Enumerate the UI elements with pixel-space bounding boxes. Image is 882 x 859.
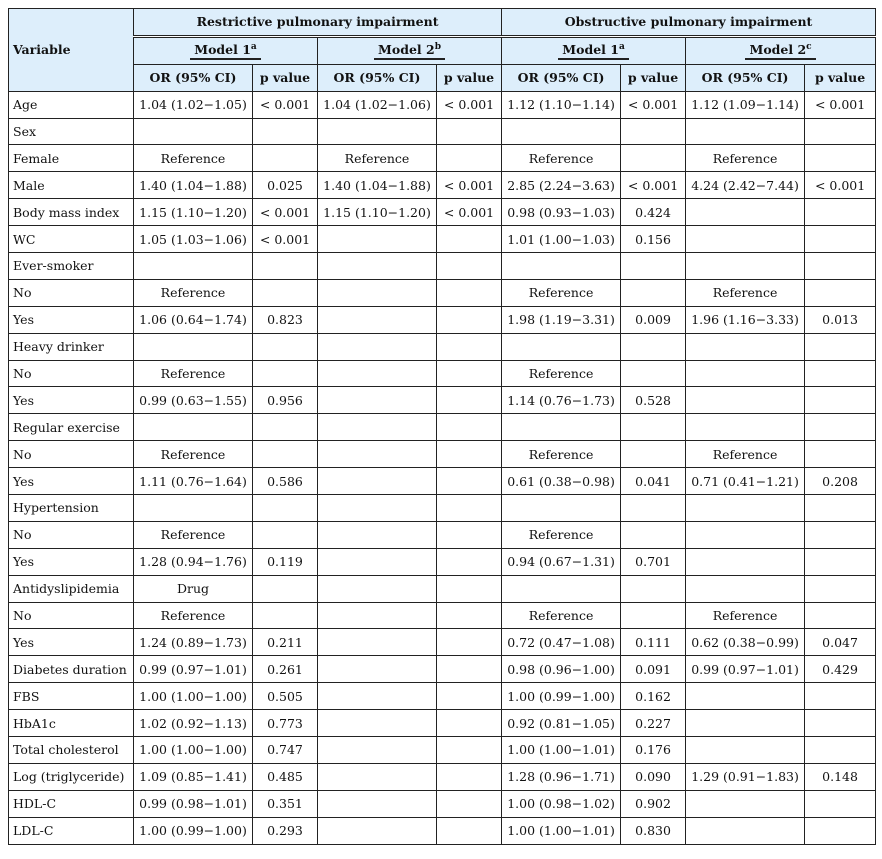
obstructive-model2-or-cell: 1.12 (1.09−1.14) (686, 91, 805, 118)
obstructive-model2-header: Model 2$^c$ (686, 36, 876, 64)
restrictive-model2-p-cell (437, 333, 502, 360)
restrictive-model2-or-cell (318, 226, 437, 253)
obstructive-model1-or-cell: 1.00 (1.00−1.01) (502, 737, 621, 764)
obstructive-model1-or-cell (502, 414, 621, 441)
restrictive-model2-or-cell (318, 306, 437, 333)
obstructive-model2-or-cell (686, 790, 805, 817)
restrictive-model2-p-cell (437, 253, 502, 280)
variable-cell: Total cholesterol (9, 737, 134, 764)
table-row (9, 414, 876, 441)
obstructive-model1-or-cell: 1.00 (0.99−1.00) (502, 683, 621, 710)
restrictive-model2-p-cell (437, 790, 502, 817)
table-row (9, 629, 876, 656)
restrictive-model1-p-cell (253, 279, 318, 306)
restrictive-model2-p-cell (437, 441, 502, 468)
restrictive-model2-p-cell (437, 360, 502, 387)
table-row (9, 199, 876, 226)
restrictive-model1-p-cell: 0.747 (253, 737, 318, 764)
table-row (9, 279, 876, 306)
restrictive-model1-or-cell: 1.40 (1.04−1.88) (134, 172, 253, 199)
obstructive-model1-or-cell: Reference (502, 360, 621, 387)
obstructive-model1-or-cell: Reference (502, 279, 621, 306)
restrictive-model1-p-cell (253, 333, 318, 360)
obstructive-model2-or-cell: 0.62 (0.38−0.99) (686, 629, 805, 656)
obstructive-model2-p-cell (805, 441, 876, 468)
table-row (9, 817, 876, 844)
restrictive-model1-or-cell: 0.99 (0.98−1.01) (134, 790, 253, 817)
table-row (9, 226, 876, 253)
restrictive-model1-or-cell: Reference (134, 360, 253, 387)
table-row (9, 495, 876, 522)
variable-cell: HbA1c (9, 710, 134, 737)
variable-cell: Female (9, 145, 134, 172)
restrictive-model1-p-cell: 0.485 (253, 763, 318, 790)
restrictive-model1-p-cell (253, 521, 318, 548)
obstructive-model2-or-cell: Reference (686, 602, 805, 629)
obstructive-model2-or-cell (686, 737, 805, 764)
variable-cell: Heavy drinker (9, 333, 134, 360)
table-row (9, 656, 876, 683)
obstructive-model2-p-cell (805, 333, 876, 360)
restrictive-model1-or-cell: 1.15 (1.10−1.20) (134, 199, 253, 226)
restrictive-model1-p-cell: 0.211 (253, 629, 318, 656)
restrictive-model2-or-cell (318, 548, 437, 575)
obstructive-model2-p-cell (805, 683, 876, 710)
restrictive-model1-or-cell: 1.04 (1.02−1.05) (134, 91, 253, 118)
obstructive-model1-p-cell (621, 333, 686, 360)
restrictive-model1-or-cell: 1.00 (0.99−1.00) (134, 817, 253, 844)
restrictive-model2-or-cell (318, 683, 437, 710)
obstructive-model1-p-cell: 0.162 (621, 683, 686, 710)
restrictive-model2-p-cell (437, 710, 502, 737)
restrictive-model2-or-cell (318, 710, 437, 737)
restrictive-model2-or-cell (318, 575, 437, 602)
restrictive-model2-or-cell (318, 817, 437, 844)
obstructive-model2-or-cell (686, 333, 805, 360)
obstructive-model1-or-cell (502, 495, 621, 522)
obstructive-model2-p-cell (805, 145, 876, 172)
obstructive-model2-p-cell (805, 414, 876, 441)
or-ci-header: OR (95% CI) (502, 64, 621, 91)
restrictive-model2-p-cell (437, 629, 502, 656)
obstructive-model1-p-cell: 0.830 (621, 817, 686, 844)
restrictive-model2-or-cell (318, 763, 437, 790)
obstructive-model2-p-cell: < 0.001 (805, 91, 876, 118)
restrictive-model1-or-cell: 0.99 (0.63−1.55) (134, 387, 253, 414)
obstructive-model1-or-cell (502, 118, 621, 145)
restrictive-model1-p-cell: 0.823 (253, 306, 318, 333)
table-row (9, 575, 876, 602)
obstructive-model2-p-cell (805, 253, 876, 280)
obstructive-model2-or-cell (686, 387, 805, 414)
table-header (9, 9, 876, 92)
restrictive-model2-or-cell (318, 387, 437, 414)
table-row (9, 710, 876, 737)
restrictive-model1-or-cell: 1.06 (0.64−1.74) (134, 306, 253, 333)
restrictive-model1-or-cell: 1.09 (0.85−1.41) (134, 763, 253, 790)
obstructive-model1-or-cell: 1.00 (0.98−1.02) (502, 790, 621, 817)
restrictive-model2-p-cell (437, 145, 502, 172)
table-row (9, 521, 876, 548)
restrictive-model2-p-cell (437, 548, 502, 575)
restrictive-model2-or-cell (318, 253, 437, 280)
restrictive-header: Restrictive pulmonary impairment (134, 9, 502, 37)
obstructive-model2-or-cell (686, 521, 805, 548)
obstructive-model2-or-cell (686, 495, 805, 522)
obstructive-model2-p-cell: 0.047 (805, 629, 876, 656)
restrictive-model2-or-cell (318, 441, 437, 468)
obstructive-model1-p-cell: 0.902 (621, 790, 686, 817)
table-row (9, 468, 876, 495)
obstructive-model1-or-cell (502, 333, 621, 360)
restrictive-model1-p-cell (253, 360, 318, 387)
restrictive-model1-or-cell: 1.02 (0.92−1.13) (134, 710, 253, 737)
restrictive-model1-or-cell: 1.00 (1.00−1.00) (134, 683, 253, 710)
obstructive-model2-or-cell: 0.71 (0.41−1.21) (686, 468, 805, 495)
obstructive-model1-p-cell: 0.091 (621, 656, 686, 683)
table-row (9, 118, 876, 145)
obstructive-model2-p-cell (805, 387, 876, 414)
variable-cell: Male (9, 172, 134, 199)
variable-cell: No (9, 602, 134, 629)
variable-cell: Yes (9, 629, 134, 656)
restrictive-model2-p-cell: < 0.001 (437, 91, 502, 118)
restrictive-model1-or-cell: 1.28 (0.94−1.76) (134, 548, 253, 575)
restrictive-model1-or-cell: Reference (134, 145, 253, 172)
obstructive-model1-or-cell: Reference (502, 145, 621, 172)
restrictive-model2-or-cell (318, 790, 437, 817)
obstructive-model1-or-cell: 1.14 (0.76−1.73) (502, 387, 621, 414)
obstructive-model2-p-cell (805, 226, 876, 253)
restrictive-model1-p-cell: 0.119 (253, 548, 318, 575)
obstructive-model1-or-cell: 0.94 (0.67−1.31) (502, 548, 621, 575)
variable-cell: No (9, 279, 134, 306)
restrictive-model1-p-cell: 0.025 (253, 172, 318, 199)
obstructive-model1-p-cell: < 0.001 (621, 91, 686, 118)
restrictive-model1-or-cell: 1.11 (0.76−1.64) (134, 468, 253, 495)
restrictive-model2-p-cell (437, 602, 502, 629)
restrictive-model2-p-cell (437, 763, 502, 790)
restrictive-model1-p-cell (253, 145, 318, 172)
variable-cell: Yes (9, 468, 134, 495)
restrictive-model1-or-cell: Reference (134, 441, 253, 468)
table-row (9, 253, 876, 280)
restrictive-model2-p-cell (437, 279, 502, 306)
restrictive-model1-or-cell: Reference (134, 279, 253, 306)
restrictive-model2-p-cell (437, 521, 502, 548)
variable-cell: Sex (9, 118, 134, 145)
restrictive-model1-p-cell: 0.773 (253, 710, 318, 737)
restrictive-model2-or-cell (318, 360, 437, 387)
restrictive-model2-or-cell (318, 495, 437, 522)
obstructive-model2-p-cell (805, 548, 876, 575)
variable-cell: Log (triglyceride) (9, 763, 134, 790)
restrictive-model1-or-cell: 0.99 (0.97−1.01) (134, 656, 253, 683)
obstructive-model2-or-cell: 1.96 (1.16−3.33) (686, 306, 805, 333)
or-ci-header: OR (95% CI) (318, 64, 437, 91)
obstructive-model1-or-cell: 0.98 (0.93−1.03) (502, 199, 621, 226)
restrictive-model2-p-cell (437, 817, 502, 844)
restrictive-model1-header: Model 1$^a$ (134, 36, 318, 64)
obstructive-model1-or-cell: 2.85 (2.24−3.63) (502, 172, 621, 199)
obstructive-model1-p-cell (621, 441, 686, 468)
obstructive-model1-p-cell: 0.701 (621, 548, 686, 575)
obstructive-model2-or-cell (686, 253, 805, 280)
restrictive-model1-or-cell: 1.24 (0.89−1.73) (134, 629, 253, 656)
restrictive-model1-p-cell (253, 441, 318, 468)
p-value-header: p value (805, 64, 876, 91)
restrictive-model2-p-cell (437, 468, 502, 495)
restrictive-model1-p-cell (253, 118, 318, 145)
variable-cell: HDL-C (9, 790, 134, 817)
obstructive-model1-or-cell: 0.98 (0.96−1.00) (502, 656, 621, 683)
obstructive-model1-or-cell: 1.00 (1.00−1.01) (502, 817, 621, 844)
table-row (9, 387, 876, 414)
restrictive-model1-or-cell: Drug (134, 575, 253, 602)
obstructive-model1-or-cell: 1.98 (1.19−3.31) (502, 306, 621, 333)
restrictive-model1-or-cell (134, 253, 253, 280)
obstructive-model2-or-cell (686, 817, 805, 844)
table-row (9, 91, 876, 118)
obstructive-model2-p-cell: 0.013 (805, 306, 876, 333)
obstructive-model2-or-cell (686, 575, 805, 602)
restrictive-model2-or-cell (318, 118, 437, 145)
or-ci-header: OR (95% CI) (134, 64, 253, 91)
restrictive-model2-or-cell (318, 737, 437, 764)
or-ci-header: OR (95% CI) (686, 64, 805, 91)
restrictive-model2-p-cell (437, 495, 502, 522)
obstructive-model1-or-cell: 1.28 (0.96−1.71) (502, 763, 621, 790)
restrictive-model2-or-cell (318, 279, 437, 306)
variable-cell: Yes (9, 548, 134, 575)
obstructive-model1-p-cell (621, 414, 686, 441)
restrictive-model2-p-cell (437, 575, 502, 602)
obstructive-model2-p-cell (805, 279, 876, 306)
table-row (9, 790, 876, 817)
obstructive-model2-or-cell (686, 548, 805, 575)
obstructive-model1-or-cell: 1.01 (1.00−1.03) (502, 226, 621, 253)
table-row (9, 333, 876, 360)
table-row (9, 306, 876, 333)
table-body (9, 91, 876, 844)
restrictive-model1-p-cell (253, 495, 318, 522)
p-value-header: p value (437, 64, 502, 91)
obstructive-model2-or-cell (686, 118, 805, 145)
obstructive-model2-p-cell (805, 199, 876, 226)
restrictive-model1-p-cell: 0.261 (253, 656, 318, 683)
restrictive-model2-or-cell: 1.40 (1.04−1.88) (318, 172, 437, 199)
restrictive-model1-or-cell (134, 495, 253, 522)
restrictive-model2-p-cell: < 0.001 (437, 199, 502, 226)
variable-cell: Age (9, 91, 134, 118)
restrictive-model1-p-cell: 0.586 (253, 468, 318, 495)
variable-cell: Antidyslipidemia (9, 575, 134, 602)
obstructive-model1-p-cell: 0.156 (621, 226, 686, 253)
obstructive-model1-p-cell: 0.041 (621, 468, 686, 495)
odds-ratio-table (8, 8, 876, 845)
restrictive-model2-or-cell (318, 521, 437, 548)
obstructive-model1-p-cell: 0.424 (621, 199, 686, 226)
restrictive-model1-p-cell (253, 253, 318, 280)
obstructive-model1-or-cell: 0.92 (0.81−1.05) (502, 710, 621, 737)
variable-cell: Yes (9, 306, 134, 333)
obstructive-model1-p-cell (621, 495, 686, 522)
obstructive-model1-p-cell (621, 360, 686, 387)
variable-cell: FBS (9, 683, 134, 710)
obstructive-model1-p-cell: 0.227 (621, 710, 686, 737)
variable-cell: WC (9, 226, 134, 253)
obstructive-model2-p-cell (805, 495, 876, 522)
obstructive-model1-or-cell: 1.12 (1.10−1.14) (502, 91, 621, 118)
variable-cell: No (9, 441, 134, 468)
table-row (9, 683, 876, 710)
obstructive-model2-p-cell (805, 360, 876, 387)
obstructive-model2-p-cell (805, 817, 876, 844)
obstructive-model2-or-cell (686, 683, 805, 710)
table-row (9, 548, 876, 575)
restrictive-model1-p-cell (253, 414, 318, 441)
restrictive-model1-or-cell: Reference (134, 602, 253, 629)
obstructive-model2-p-cell (805, 602, 876, 629)
restrictive-model1-p-cell: 0.293 (253, 817, 318, 844)
obstructive-model2-p-cell (805, 521, 876, 548)
obstructive-model2-or-cell (686, 226, 805, 253)
restrictive-model2-or-cell (318, 656, 437, 683)
table-container (8, 8, 876, 845)
table-row (9, 602, 876, 629)
restrictive-model2-or-cell: Reference (318, 145, 437, 172)
obstructive-model2-p-cell (805, 790, 876, 817)
restrictive-model2-p-cell (437, 737, 502, 764)
variable-cell: Regular exercise (9, 414, 134, 441)
restrictive-model2-or-cell (318, 602, 437, 629)
obstructive-model1-p-cell (621, 575, 686, 602)
restrictive-model1-or-cell: 1.00 (1.00−1.00) (134, 737, 253, 764)
table-row (9, 145, 876, 172)
variable-cell: Hypertension (9, 495, 134, 522)
obstructive-model2-p-cell: 0.429 (805, 656, 876, 683)
restrictive-model1-p-cell: < 0.001 (253, 91, 318, 118)
restrictive-model2-or-cell: 1.15 (1.10−1.20) (318, 199, 437, 226)
table-row (9, 737, 876, 764)
obstructive-model2-or-cell (686, 199, 805, 226)
obstructive-model2-p-cell (805, 118, 876, 145)
obstructive-model1-p-cell: 0.090 (621, 763, 686, 790)
obstructive-model2-or-cell (686, 360, 805, 387)
obstructive-model1-p-cell (621, 521, 686, 548)
table-row (9, 763, 876, 790)
restrictive-model2-p-cell (437, 387, 502, 414)
variable-cell: No (9, 521, 134, 548)
obstructive-model1-or-cell: 0.72 (0.47−1.08) (502, 629, 621, 656)
restrictive-model1-p-cell: 0.956 (253, 387, 318, 414)
obstructive-model1-p-cell: 0.009 (621, 306, 686, 333)
table-row (9, 360, 876, 387)
restrictive-model2-p-cell (437, 656, 502, 683)
variable-header: Variable (9, 9, 134, 92)
restrictive-model2-p-cell (437, 414, 502, 441)
restrictive-model2-or-cell: 1.04 (1.02−1.06) (318, 91, 437, 118)
obstructive-model1-p-cell: 0.111 (621, 629, 686, 656)
obstructive-model1-or-cell (502, 575, 621, 602)
restrictive-model1-p-cell: < 0.001 (253, 199, 318, 226)
p-value-header: p value (621, 64, 686, 91)
restrictive-model1-p-cell (253, 575, 318, 602)
restrictive-model1-or-cell (134, 414, 253, 441)
obstructive-model1-p-cell: < 0.001 (621, 172, 686, 199)
obstructive-model2-or-cell: Reference (686, 145, 805, 172)
obstructive-model2-or-cell: 4.24 (2.42−7.44) (686, 172, 805, 199)
restrictive-model2-p-cell (437, 226, 502, 253)
obstructive-model1-p-cell (621, 253, 686, 280)
restrictive-model1-p-cell (253, 602, 318, 629)
obstructive-model1-header: Model 1$^a$ (502, 36, 686, 64)
variable-cell: Body mass index (9, 199, 134, 226)
obstructive-model2-or-cell (686, 710, 805, 737)
obstructive-model2-or-cell: Reference (686, 279, 805, 306)
table-row (9, 441, 876, 468)
obstructive-model1-p-cell (621, 602, 686, 629)
restrictive-model1-p-cell: < 0.001 (253, 226, 318, 253)
obstructive-model1-or-cell: 0.61 (0.38−0.98) (502, 468, 621, 495)
obstructive-model2-p-cell: 0.208 (805, 468, 876, 495)
restrictive-model2-or-cell (318, 468, 437, 495)
restrictive-model2-or-cell (318, 414, 437, 441)
restrictive-model1-or-cell: Reference (134, 521, 253, 548)
restrictive-model2-p-cell (437, 683, 502, 710)
obstructive-model1-p-cell (621, 118, 686, 145)
p-value-header: p value (253, 64, 318, 91)
obstructive-model1-p-cell (621, 279, 686, 306)
restrictive-model2-or-cell (318, 629, 437, 656)
restrictive-model1-or-cell (134, 333, 253, 360)
variable-cell: Yes (9, 387, 134, 414)
restrictive-model1-or-cell: 1.05 (1.03−1.06) (134, 226, 253, 253)
obstructive-model2-or-cell: 0.99 (0.97−1.01) (686, 656, 805, 683)
variable-cell: No (9, 360, 134, 387)
obstructive-model2-p-cell (805, 710, 876, 737)
obstructive-header: Obstructive pulmonary impairment (502, 9, 876, 37)
obstructive-model2-p-cell: 0.148 (805, 763, 876, 790)
obstructive-model1-p-cell: 0.176 (621, 737, 686, 764)
restrictive-model1-p-cell: 0.351 (253, 790, 318, 817)
restrictive-model2-p-cell (437, 118, 502, 145)
variable-cell: Ever-smoker (9, 253, 134, 280)
table-row (9, 172, 876, 199)
obstructive-model1-p-cell: 0.528 (621, 387, 686, 414)
obstructive-model2-or-cell: Reference (686, 441, 805, 468)
restrictive-model2-p-cell: < 0.001 (437, 172, 502, 199)
obstructive-model2-or-cell: 1.29 (0.91−1.83) (686, 763, 805, 790)
variable-cell: LDL-C (9, 817, 134, 844)
obstructive-model2-or-cell (686, 414, 805, 441)
obstructive-model2-p-cell: < 0.001 (805, 172, 876, 199)
obstructive-model1-p-cell (621, 145, 686, 172)
obstructive-model1-or-cell: Reference (502, 602, 621, 629)
obstructive-model2-p-cell (805, 737, 876, 764)
obstructive-model2-p-cell (805, 575, 876, 602)
obstructive-model1-or-cell (502, 253, 621, 280)
restrictive-model1-or-cell (134, 118, 253, 145)
restrictive-model2-header: Model 2$^b$ (318, 36, 502, 64)
restrictive-model2-or-cell (318, 333, 437, 360)
obstructive-model1-or-cell: Reference (502, 441, 621, 468)
restrictive-model2-p-cell (437, 306, 502, 333)
obstructive-model1-or-cell: Reference (502, 521, 621, 548)
restrictive-model1-p-cell: 0.505 (253, 683, 318, 710)
variable-cell: Diabetes duration (9, 656, 134, 683)
